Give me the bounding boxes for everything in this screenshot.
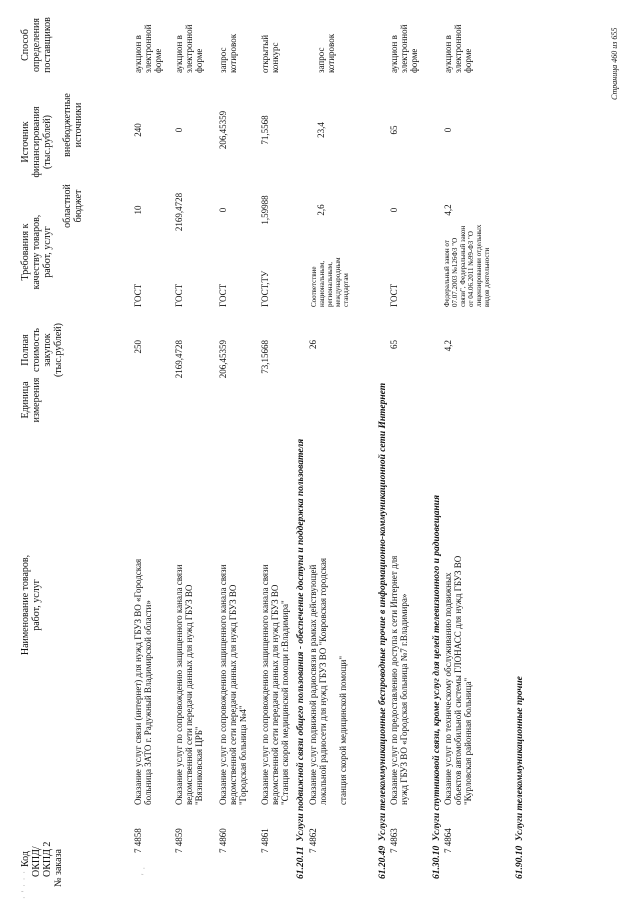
order-number: 7 4862 bbox=[308, 828, 318, 853]
procurement-method: запрос котировок bbox=[316, 33, 336, 73]
regional-budget: 1,59988 bbox=[260, 195, 270, 225]
header-financing: Источник финансирования (тыс.рублей) bbox=[20, 106, 53, 178]
order-number: 7 4859 bbox=[174, 828, 184, 853]
section-heading: 61.30.10 Услуги спутниковой связи, кроме услуг для целей телевизионного и радиовещания bbox=[432, 495, 442, 879]
page-number: Страница 460 из 655 bbox=[610, 27, 619, 100]
regional-budget: 10 bbox=[133, 205, 143, 215]
total-cost: 26 bbox=[308, 340, 318, 349]
header-code: Код ОКПД/ ОКПД 2 № заказа bbox=[20, 841, 64, 887]
requirements: ГОСТ bbox=[174, 283, 184, 307]
order-number: 7 4861 bbox=[260, 828, 270, 853]
regional-budget: 2169,4728 bbox=[174, 192, 184, 232]
header-total-cost: Полная стоимость закупок (тыс.рублей) bbox=[20, 322, 64, 378]
regional-budget: 0 bbox=[389, 207, 399, 213]
regional-budget: 4,2 bbox=[443, 204, 453, 216]
header-name: Наименование товаров, работ, услуг bbox=[20, 554, 42, 656]
item-name: Оказание услуг по техническому обслуживанию подвижных объектов автомобильной системы ГЛОНАСС для нужд ГБУЗ ВО "Курловская районная больница" bbox=[443, 555, 473, 805]
requirements: ГОСТ bbox=[218, 283, 228, 307]
total-cost: 4,2 bbox=[443, 340, 453, 352]
procurement-method: аукцион в электронной форме bbox=[174, 24, 204, 73]
order-number: 7 4864 bbox=[443, 828, 453, 853]
extrabudget: 206,45359 bbox=[218, 110, 228, 150]
header-regional-budget: областной бюджет bbox=[62, 184, 84, 228]
scan-noise: · ' · · · · bbox=[20, 863, 29, 899]
item-name: Оказание услуг по предоставлению доступа к сети Интернет для нужд ГБУЗ ВО «Городская больница №7 г.Владимира» bbox=[389, 555, 409, 805]
regional-budget: 2,6 bbox=[316, 204, 326, 216]
item-name: Оказание услуг связи (интернет) для нужд ГБУЗ ВО «Городская больница ЗАТО г. Радужный Владимирской области» bbox=[133, 558, 153, 805]
requirements: ГОСТ,ТУ bbox=[260, 270, 270, 307]
section-heading: 61.20.49 Услуги телекоммуникационные беспроводные прочие в информационно-коммуникационной сети Интернет bbox=[378, 382, 388, 879]
header-unit: Единица измерения bbox=[20, 377, 42, 423]
section-heading: 61.90.10 Услуги телекоммуникационные прочие bbox=[515, 676, 525, 879]
item-name: Оказание услуг по сопровождению защищенного канала связи ведомственной сети передачи данных для нужд ГБУЗ ВО "Станция скорой медицинской помощи г.Владимира" bbox=[260, 564, 290, 805]
item-name: Оказание услуг по сопровождению защищенного канала связи ведомственной сети передачи данных для нужд ГБУЗ ВО "Вязниковская ЦРБ" bbox=[174, 564, 204, 805]
regional-budget: 0 bbox=[218, 207, 228, 213]
order-number: 7 4858 bbox=[133, 828, 143, 853]
total-cost: 2169,4728 bbox=[174, 340, 184, 379]
requirements: Соответствие национальным, региональным, международным стандартам bbox=[310, 257, 350, 307]
requirements: ГОСТ bbox=[133, 283, 143, 307]
extrabudget: 71,5568 bbox=[260, 115, 270, 145]
total-cost: 73,15668 bbox=[260, 340, 270, 374]
item-name: Оказание услуг подвижной радиосвязи в рамках действующей локальной радиосети для нужд ГБУЗ ВО "Ковровская городская станция скорой медицинской помощи" bbox=[308, 558, 348, 805]
procurement-method: аукцион в электронной форме bbox=[133, 24, 163, 73]
extrabudget: 23,4 bbox=[316, 122, 326, 138]
procurement-method: аукцион в электронной форме bbox=[443, 24, 473, 73]
total-cost: 65 bbox=[389, 340, 399, 349]
extrabudget: 0 bbox=[443, 127, 453, 133]
scan-noise: ' · bbox=[140, 865, 149, 875]
procurement-method: аукцион в электронной форме bbox=[389, 24, 419, 73]
procurement-method: открытый конкурс bbox=[260, 34, 280, 73]
total-cost: 250 bbox=[133, 340, 143, 354]
order-number: 7 4863 bbox=[389, 828, 399, 853]
section-heading: 61.20.11 Услуги подвижной связи общего пользования - обеспечение доступа и поддержка пользователя bbox=[296, 438, 306, 879]
header-requirements: Требования к качеству товаров, работ, услуг bbox=[20, 214, 53, 290]
total-cost: 206,45359 bbox=[218, 340, 228, 379]
item-name: Оказание услуг по сопровождению защищенного канала связи ведомственной сети передачи данных для нужд ГБУЗ ВО "Городская больница №4" bbox=[218, 564, 248, 805]
extrabudget: 65 bbox=[389, 125, 399, 135]
procurement-method: запрос котировок bbox=[218, 33, 238, 73]
requirements: Федеральный закон от 07.07.2003 №126ФЗ "О связи", Федеральный закон от 04.06.2011 №99-ФЗ "О лицензировании отдельных видов деятельности bbox=[443, 224, 491, 307]
header-method: Способ определения поставщиков bbox=[20, 17, 53, 73]
extrabudget: 0 bbox=[174, 127, 184, 133]
requirements: ГОСТ bbox=[389, 283, 399, 307]
header-extrabudget: внебюджетные источники bbox=[62, 93, 84, 157]
extrabudget: 240 bbox=[133, 123, 143, 137]
order-number: 7 4860 bbox=[218, 828, 228, 853]
